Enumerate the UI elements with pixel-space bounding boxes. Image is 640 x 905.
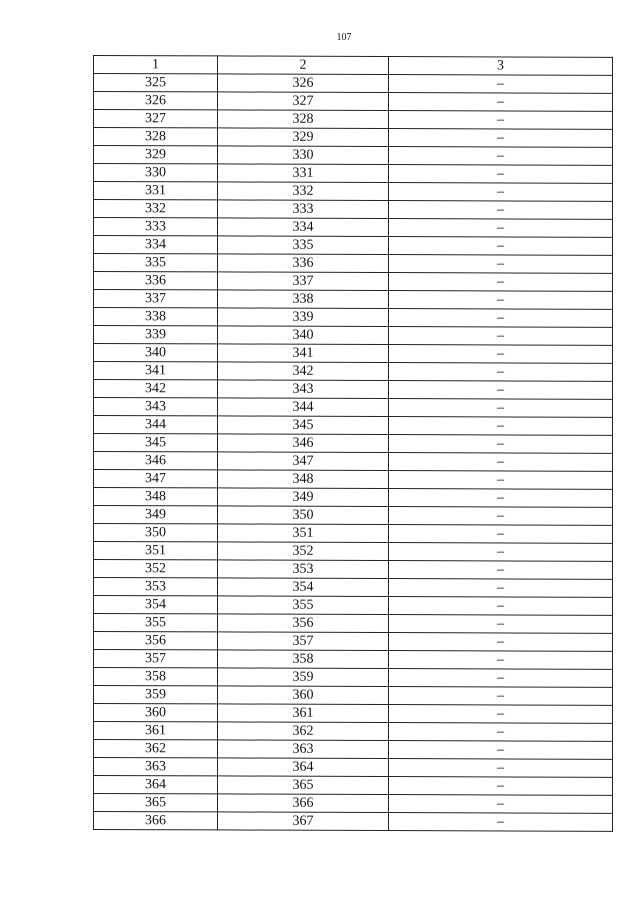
table-cell-col-1: 348 bbox=[94, 488, 218, 506]
table-cell-col-3: – bbox=[389, 291, 613, 310]
table-cell-col-2: 334 bbox=[218, 218, 389, 237]
table-row bbox=[94, 794, 613, 814]
table-cell-col-1: 329 bbox=[94, 146, 218, 164]
table-cell-col-2: 356 bbox=[218, 614, 389, 633]
table-cell-col-3: – bbox=[389, 507, 613, 526]
table-row bbox=[94, 470, 613, 490]
table-cell-col-2: 357 bbox=[218, 632, 389, 651]
table-cell-col-2: 346 bbox=[218, 434, 389, 453]
header-row bbox=[94, 56, 613, 76]
table-row bbox=[94, 398, 613, 418]
table-header bbox=[94, 56, 613, 76]
table-cell-col-3: – bbox=[389, 363, 613, 382]
table-cell-col-1: 361 bbox=[94, 722, 218, 740]
table-cell-col-3: – bbox=[389, 741, 613, 760]
table-cell-col-2: 339 bbox=[218, 308, 389, 327]
table-cell-col-1: 353 bbox=[94, 578, 218, 596]
table-cell-col-3: – bbox=[389, 615, 613, 634]
table-cell-col-3: – bbox=[389, 669, 613, 688]
table-cell-col-1: 337 bbox=[94, 290, 218, 308]
table-cell-col-2: 347 bbox=[218, 452, 389, 471]
table-cell-col-3: – bbox=[389, 75, 613, 94]
table-row bbox=[94, 362, 613, 382]
table-cell-col-2: 344 bbox=[218, 398, 389, 417]
table-cell-col-1: 333 bbox=[94, 218, 218, 236]
table-cell-col-1: 332 bbox=[94, 200, 218, 218]
table-row bbox=[94, 704, 613, 724]
table-row bbox=[94, 668, 613, 688]
table-cell-col-1: 331 bbox=[94, 182, 218, 200]
table-cell-col-1: 364 bbox=[94, 776, 218, 794]
table-cell-col-1: 335 bbox=[94, 254, 218, 272]
table-cell-col-3: – bbox=[389, 93, 613, 112]
table-cell-col-1: 355 bbox=[94, 614, 218, 632]
table-cell-col-2: 335 bbox=[218, 236, 389, 255]
table-cell-col-2: 332 bbox=[218, 182, 389, 201]
table-cell-col-1: 339 bbox=[94, 326, 218, 344]
table-cell-col-1: 354 bbox=[94, 596, 218, 614]
table-row bbox=[94, 218, 613, 238]
table-cell-col-3: – bbox=[389, 417, 613, 436]
table-row bbox=[94, 776, 613, 796]
table-cell-col-3: – bbox=[389, 255, 613, 274]
table-cell-col-3: – bbox=[389, 759, 613, 778]
table-cell-col-1: 344 bbox=[94, 416, 218, 434]
table-cell-col-2: 341 bbox=[218, 344, 389, 363]
table-row bbox=[94, 308, 613, 328]
table-row bbox=[94, 452, 613, 472]
table-row bbox=[94, 182, 613, 202]
table-cell-col-3: – bbox=[389, 813, 613, 832]
table-cell-col-3: – bbox=[389, 489, 613, 508]
table-cell-col-2: 355 bbox=[218, 596, 389, 615]
table-cell-col-2: 337 bbox=[218, 272, 389, 291]
table-cell-col-3: – bbox=[389, 219, 613, 238]
table-cell-col-3: – bbox=[389, 561, 613, 580]
column-header-3: 3 bbox=[389, 57, 613, 76]
table-row bbox=[94, 200, 613, 220]
table-cell-col-2: 353 bbox=[218, 560, 389, 579]
table-cell-col-3: – bbox=[389, 183, 613, 202]
table-cell-col-1: 360 bbox=[94, 704, 218, 722]
table-cell-col-3: – bbox=[389, 381, 613, 400]
table-row bbox=[94, 488, 613, 508]
table-row bbox=[94, 506, 613, 526]
table-row bbox=[94, 686, 613, 706]
table-row bbox=[94, 614, 613, 634]
table-cell-col-3: – bbox=[389, 579, 613, 598]
table-cell-col-1: 359 bbox=[94, 686, 218, 704]
table-cell-col-2: 342 bbox=[218, 362, 389, 381]
table-cell-col-2: 364 bbox=[218, 758, 389, 777]
table-cell-col-2: 338 bbox=[218, 290, 389, 309]
table-cell-col-2: 326 bbox=[218, 74, 389, 93]
table-cell-col-2: 331 bbox=[218, 164, 389, 183]
table-cell-col-2: 340 bbox=[218, 326, 389, 345]
table-row bbox=[94, 722, 613, 742]
table-cell-col-2: 360 bbox=[218, 686, 389, 705]
table-row bbox=[94, 524, 613, 544]
table-cell-col-1: 345 bbox=[94, 434, 218, 452]
table-cell-col-1: 356 bbox=[94, 632, 218, 650]
table-cell-col-1: 349 bbox=[94, 506, 218, 524]
table-cell-col-2: 345 bbox=[218, 416, 389, 435]
table-cell-col-3: – bbox=[389, 273, 613, 292]
table-cell-col-2: 354 bbox=[218, 578, 389, 597]
table-cell-col-1: 328 bbox=[94, 128, 218, 146]
table-cell-col-2: 330 bbox=[218, 146, 389, 165]
table-row bbox=[94, 434, 613, 454]
column-header-2: 2 bbox=[218, 56, 389, 75]
table-row bbox=[94, 758, 613, 778]
table-cell-col-3: – bbox=[389, 237, 613, 256]
table-row bbox=[94, 416, 613, 436]
table-cell-col-2: 367 bbox=[218, 812, 389, 831]
table-row bbox=[94, 344, 613, 364]
table-row bbox=[94, 110, 613, 130]
table-row bbox=[94, 740, 613, 760]
table-cell-col-2: 327 bbox=[218, 92, 389, 111]
table-cell-col-3: – bbox=[389, 435, 613, 454]
table-cell-col-3: – bbox=[389, 129, 613, 148]
table-cell-col-1: 352 bbox=[94, 560, 218, 578]
table-cell-col-1: 366 bbox=[94, 812, 218, 830]
table-cell-col-1: 362 bbox=[94, 740, 218, 758]
table-cell-col-3: – bbox=[389, 201, 613, 220]
table-row bbox=[94, 236, 613, 256]
table-cell-col-3: – bbox=[389, 633, 613, 652]
table-cell-col-1: 350 bbox=[94, 524, 218, 542]
table-cell-col-2: 328 bbox=[218, 110, 389, 129]
table-cell-col-3: – bbox=[389, 471, 613, 490]
table-row bbox=[94, 578, 613, 598]
table-cell-col-2: 358 bbox=[218, 650, 389, 669]
table-cell-col-3: – bbox=[389, 705, 613, 724]
column-header-1: 1 bbox=[94, 56, 218, 74]
table-cell-col-2: 350 bbox=[218, 506, 389, 525]
table-cell-col-1: 327 bbox=[94, 110, 218, 128]
table-cell-col-1: 341 bbox=[94, 362, 218, 380]
table-cell-col-1: 351 bbox=[94, 542, 218, 560]
table-cell-col-2: 333 bbox=[218, 200, 389, 219]
table-cell-col-1: 358 bbox=[94, 668, 218, 686]
table-row bbox=[94, 542, 613, 562]
table-row bbox=[94, 596, 613, 616]
table-row bbox=[94, 650, 613, 670]
table-cell-col-1: 330 bbox=[94, 164, 218, 182]
table-cell-col-3: – bbox=[389, 165, 613, 184]
table-cell-col-3: – bbox=[389, 453, 613, 472]
table-cell-col-1: 334 bbox=[94, 236, 218, 254]
table-cell-col-3: – bbox=[389, 147, 613, 166]
table-row bbox=[94, 632, 613, 652]
table-cell-col-3: – bbox=[389, 309, 613, 328]
table-cell-col-3: – bbox=[389, 597, 613, 616]
table-cell-col-3: – bbox=[389, 345, 613, 364]
table-cell-col-1: 340 bbox=[94, 344, 218, 362]
table-cell-col-1: 326 bbox=[94, 92, 218, 110]
table-row bbox=[94, 146, 613, 166]
table-cell-col-3: – bbox=[389, 723, 613, 742]
table-row bbox=[94, 326, 613, 346]
table-cell-col-1: 347 bbox=[94, 470, 218, 488]
table-cell-col-2: 363 bbox=[218, 740, 389, 759]
table-cell-col-2: 343 bbox=[218, 380, 389, 399]
table-cell-col-2: 351 bbox=[218, 524, 389, 543]
table-cell-col-1: 365 bbox=[94, 794, 218, 812]
table-cell-col-1: 357 bbox=[94, 650, 218, 668]
table-row bbox=[94, 254, 613, 274]
table-row bbox=[94, 560, 613, 580]
table-cell-col-1: 343 bbox=[94, 398, 218, 416]
table-cell-col-3: – bbox=[389, 651, 613, 670]
table-cell-col-2: 365 bbox=[218, 776, 389, 795]
table-cell-col-1: 338 bbox=[94, 308, 218, 326]
table-cell-col-2: 349 bbox=[218, 488, 389, 507]
table-cell-col-1: 363 bbox=[94, 758, 218, 776]
table-cell-col-3: – bbox=[389, 399, 613, 418]
table-cell-col-2: 352 bbox=[218, 542, 389, 561]
table-row bbox=[94, 380, 613, 400]
table-row bbox=[94, 128, 613, 148]
table-cell-col-3: – bbox=[389, 525, 613, 544]
table-body bbox=[94, 74, 613, 832]
table-row bbox=[94, 290, 613, 310]
table-cell-col-2: 361 bbox=[218, 704, 389, 723]
table-row bbox=[94, 74, 613, 94]
table-cell-col-2: 359 bbox=[218, 668, 389, 687]
table-cell-col-3: – bbox=[389, 777, 613, 796]
table-row bbox=[94, 92, 613, 112]
table-cell-col-2: 362 bbox=[218, 722, 389, 741]
table-row bbox=[94, 272, 613, 292]
table-cell-col-2: 366 bbox=[218, 794, 389, 813]
table-row bbox=[94, 164, 613, 184]
data-table bbox=[93, 55, 613, 832]
table-cell-col-2: 336 bbox=[218, 254, 389, 273]
table-cell-col-1: 325 bbox=[94, 74, 218, 92]
table-cell-col-1: 342 bbox=[94, 380, 218, 398]
table-cell-col-2: 348 bbox=[218, 470, 389, 489]
table-cell-col-3: – bbox=[389, 111, 613, 130]
page-number: 107 bbox=[336, 32, 352, 43]
table-cell-col-3: – bbox=[389, 795, 613, 814]
table-row bbox=[94, 812, 613, 832]
table-cell-col-1: 346 bbox=[94, 452, 218, 470]
table-cell-col-3: – bbox=[389, 543, 613, 562]
table-cell-col-1: 336 bbox=[94, 272, 218, 290]
table-cell-col-3: – bbox=[389, 687, 613, 706]
table-cell-col-3: – bbox=[389, 327, 613, 346]
table-cell-col-2: 329 bbox=[218, 128, 389, 147]
